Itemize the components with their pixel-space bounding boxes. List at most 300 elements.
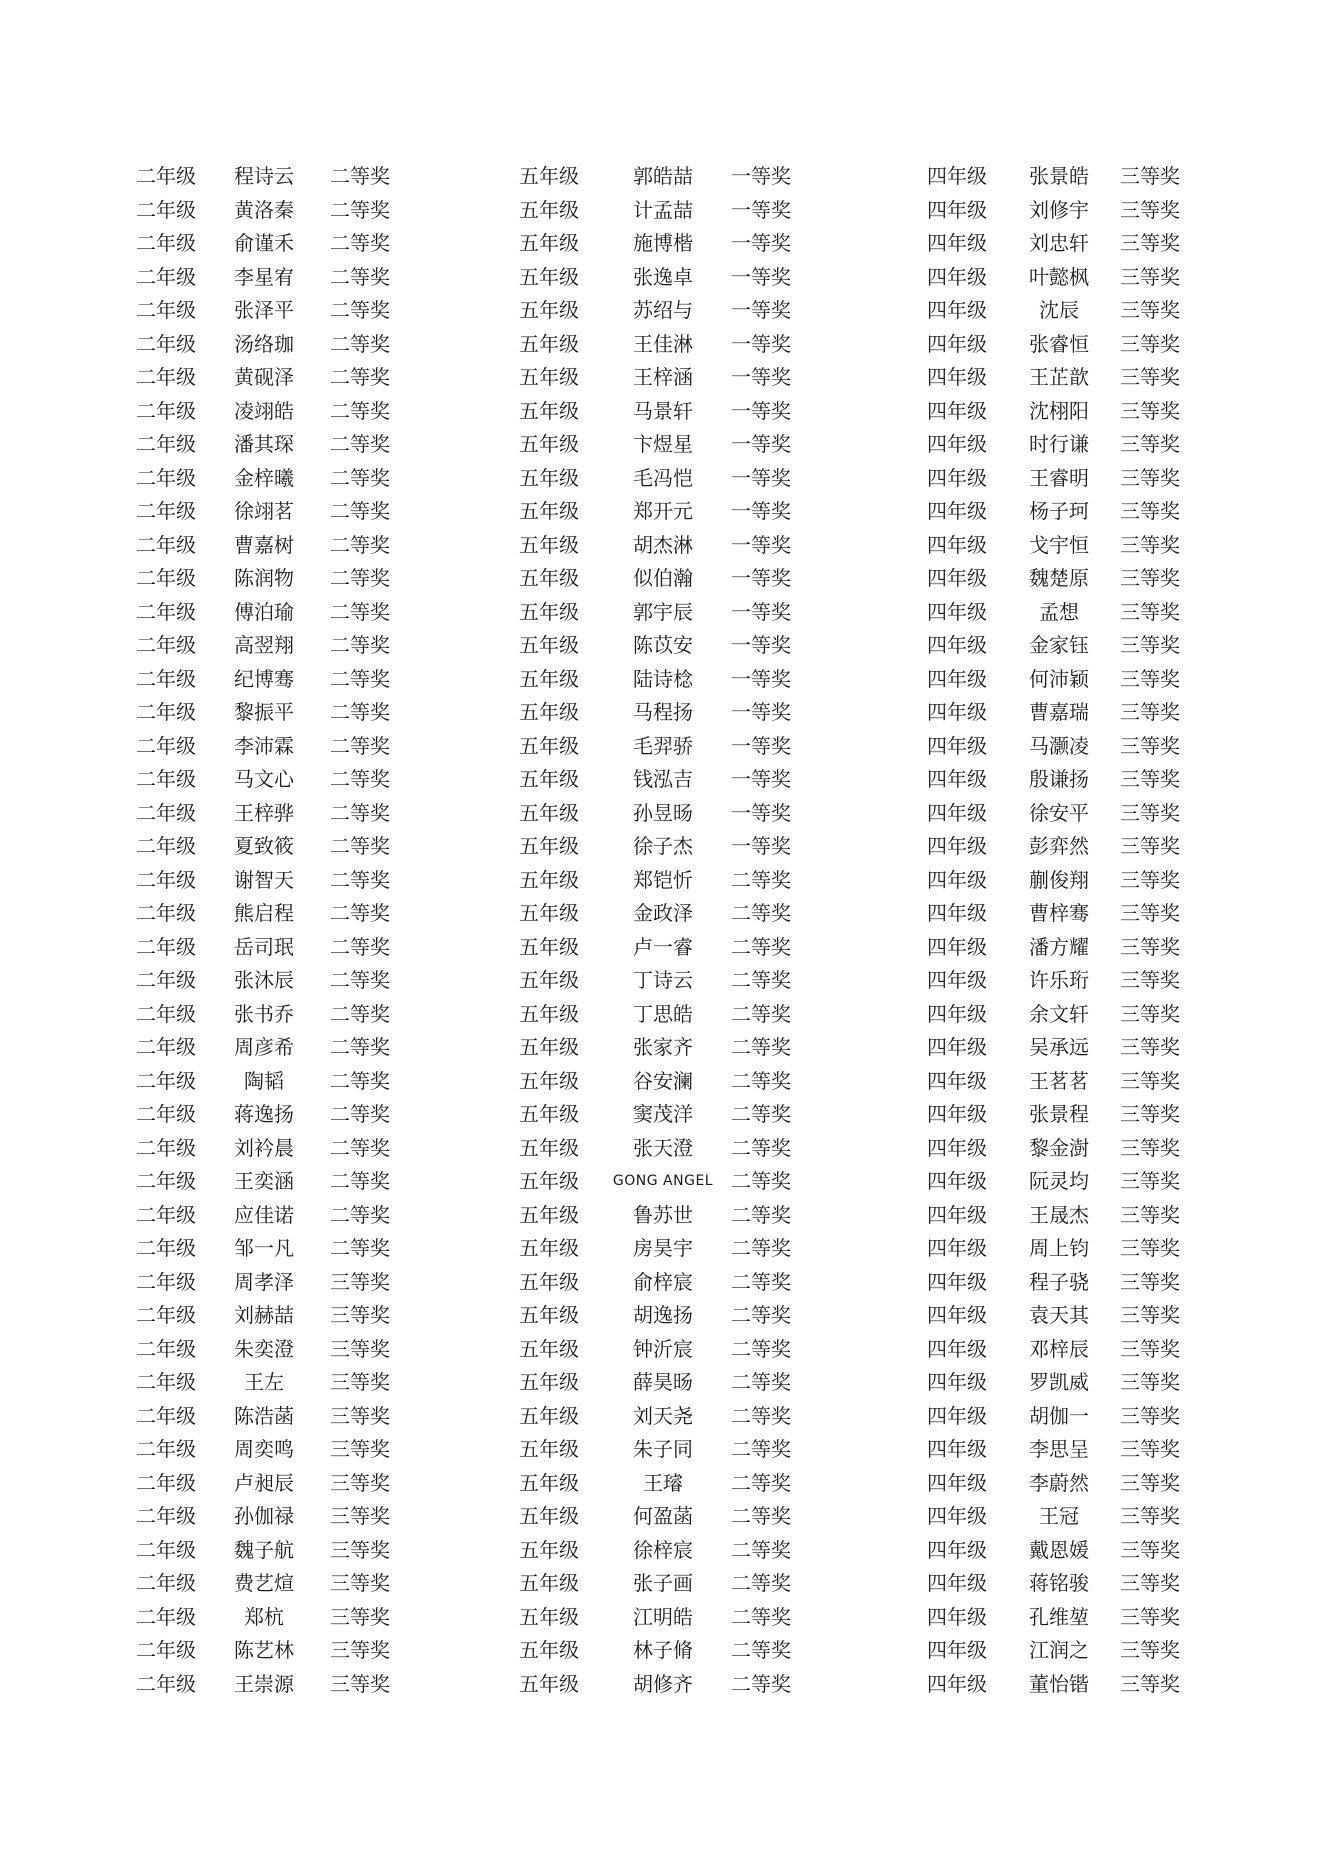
grade-label: 五年级 <box>519 1437 579 1461</box>
grade-label: 五年级 <box>519 432 579 456</box>
grade-label: 四年级 <box>927 164 987 188</box>
award-level: 三等奖 <box>1120 1035 1180 1059</box>
student-name: 陈苡安 <box>633 633 693 657</box>
award-level: 三等奖 <box>1120 465 1180 490</box>
award-level: 二等奖 <box>330 465 390 490</box>
award-level: 二等奖 <box>330 566 390 590</box>
student-name: 张天澄 <box>633 1135 693 1160</box>
student-name: 金梓曦 <box>234 465 294 490</box>
award-level: 三等奖 <box>1120 298 1180 322</box>
award-level: 三等奖 <box>1120 1504 1180 1528</box>
student-name: 郑开元 <box>633 499 693 523</box>
award-level: 一等奖 <box>731 633 791 657</box>
award-level: 二等奖 <box>330 1169 390 1193</box>
grade-label: 二年级 <box>136 231 196 255</box>
grade-label: 二年级 <box>136 968 196 992</box>
student-name: 房昊宇 <box>633 1236 693 1260</box>
student-name: 张泽平 <box>234 298 294 322</box>
award-level: 二等奖 <box>731 1537 791 1562</box>
student-name: 潘方耀 <box>1029 934 1089 959</box>
student-name: 徐翊茗 <box>234 499 294 523</box>
grade-label: 四年级 <box>927 264 987 289</box>
award-level: 二等奖 <box>731 1604 791 1629</box>
grade-label: 五年级 <box>519 934 579 959</box>
award-level: 三等奖 <box>1120 164 1180 188</box>
award-level: 二等奖 <box>731 1001 791 1026</box>
award-level: 二等奖 <box>731 867 791 892</box>
student-name: 俞梓宸 <box>633 1269 693 1294</box>
student-name: 时行谦 <box>1029 432 1089 456</box>
grade-label: 五年级 <box>519 1035 579 1059</box>
grade-label: 四年级 <box>927 1370 987 1394</box>
grade-label: 四年级 <box>927 1169 987 1193</box>
grade-label: 四年级 <box>927 1269 987 1294</box>
award-level: 三等奖 <box>330 1504 390 1528</box>
grade-label: 二年级 <box>136 566 196 590</box>
award-level: 二等奖 <box>330 331 390 356</box>
award-level: 二等奖 <box>731 1370 791 1394</box>
student-name: 魏楚原 <box>1029 566 1089 590</box>
student-name: 蒋铭骏 <box>1029 1571 1089 1595</box>
award-level: 三等奖 <box>1120 499 1180 523</box>
grade-label: 二年级 <box>136 666 196 691</box>
student-name: 郑铠忻 <box>633 867 693 892</box>
student-name: 蒯俊翔 <box>1029 867 1089 892</box>
award-level: 一等奖 <box>731 532 791 557</box>
student-name: 周上钧 <box>1029 1236 1089 1260</box>
student-name: 李星宥 <box>234 264 294 289</box>
award-level: 一等奖 <box>731 767 791 791</box>
student-name: 夏致筱 <box>234 834 294 858</box>
student-name: 王梓骅 <box>234 800 294 825</box>
grade-label: 五年级 <box>519 499 579 523</box>
student-name: 黄砚泽 <box>234 365 294 389</box>
award-level: 三等奖 <box>1120 733 1180 758</box>
award-level: 二等奖 <box>731 1571 791 1595</box>
grade-label: 二年级 <box>136 834 196 858</box>
grade-label: 二年级 <box>136 1437 196 1461</box>
student-name: 董怡锴 <box>1029 1671 1089 1696</box>
grade-label: 四年级 <box>927 867 987 892</box>
award-level: 三等奖 <box>1120 365 1180 389</box>
award-level: 一等奖 <box>731 164 791 188</box>
student-name: 沈辰 <box>1039 298 1079 322</box>
grade-label: 五年级 <box>519 398 579 423</box>
grade-label: 四年级 <box>927 365 987 389</box>
student-name: 王梓涵 <box>633 365 693 389</box>
award-level: 三等奖 <box>1120 968 1180 992</box>
grade-label: 五年级 <box>519 1269 579 1294</box>
award-level: 二等奖 <box>731 1403 791 1428</box>
award-level: 二等奖 <box>731 1671 791 1696</box>
grade-label: 五年级 <box>519 298 579 322</box>
student-name: 汤络珈 <box>234 331 294 356</box>
award-level: 三等奖 <box>1120 633 1180 657</box>
award-level: 三等奖 <box>1120 331 1180 356</box>
grade-label: 五年级 <box>519 1638 579 1662</box>
student-name: 黎振平 <box>234 700 294 724</box>
student-name: 陈浩菡 <box>234 1403 294 1428</box>
grade-label: 二年级 <box>136 1068 196 1093</box>
grade-label: 四年级 <box>927 432 987 456</box>
grade-label: 二年级 <box>136 633 196 657</box>
student-name: 胡伽一 <box>1029 1403 1089 1428</box>
student-name: 毛冯恺 <box>633 465 693 490</box>
grade-label: 五年级 <box>519 365 579 389</box>
grade-label: 二年级 <box>136 1001 196 1026</box>
student-name: 潘其琛 <box>234 432 294 456</box>
grade-label: 五年级 <box>519 767 579 791</box>
student-name: 阮灵均 <box>1029 1169 1089 1193</box>
award-level: 一等奖 <box>731 566 791 590</box>
student-name: 应佳诺 <box>234 1202 294 1227</box>
award-level: 一等奖 <box>731 197 791 222</box>
award-level: 三等奖 <box>1120 1571 1180 1595</box>
student-name: 鲁苏世 <box>633 1202 693 1227</box>
award-level: 二等奖 <box>330 767 390 791</box>
award-level: 二等奖 <box>330 901 390 925</box>
grade-label: 五年级 <box>519 331 579 356</box>
grade-label: 五年级 <box>519 1102 579 1126</box>
student-name: 李思呈 <box>1029 1437 1089 1461</box>
student-name: 周彦希 <box>234 1035 294 1059</box>
student-name: 刘修宇 <box>1029 197 1089 222</box>
grade-label: 二年级 <box>136 197 196 222</box>
grade-label: 五年级 <box>519 532 579 557</box>
student-name: GONG ANGEL <box>612 1173 714 1189</box>
grade-label: 二年级 <box>136 1102 196 1126</box>
student-name: 曹嘉瑞 <box>1029 700 1089 724</box>
award-level: 二等奖 <box>731 1638 791 1662</box>
student-name: 戈宇恒 <box>1029 532 1089 557</box>
grade-label: 二年级 <box>136 934 196 959</box>
student-name: 罗凯威 <box>1029 1370 1089 1394</box>
award-level: 三等奖 <box>1120 901 1180 925</box>
student-name: 卢昶辰 <box>234 1470 294 1495</box>
award-level: 二等奖 <box>731 1169 791 1193</box>
grade-label: 二年级 <box>136 700 196 724</box>
award-level: 三等奖 <box>1120 700 1180 724</box>
grade-label: 四年级 <box>927 599 987 624</box>
grade-label: 二年级 <box>136 1604 196 1629</box>
award-level: 二等奖 <box>731 1504 791 1528</box>
student-name: 程诗云 <box>234 164 294 188</box>
award-level: 一等奖 <box>731 298 791 322</box>
grade-label: 四年级 <box>927 398 987 423</box>
student-name: 杨子珂 <box>1029 499 1089 523</box>
grade-label: 二年级 <box>136 1169 196 1193</box>
student-name: 余文轩 <box>1029 1001 1089 1026</box>
award-level: 三等奖 <box>1120 197 1180 222</box>
grade-label: 二年级 <box>136 1504 196 1528</box>
student-name: 钱泓吉 <box>633 767 693 791</box>
grade-label: 四年级 <box>927 499 987 523</box>
award-level: 三等奖 <box>330 1370 390 1394</box>
student-name: 许乐珩 <box>1029 968 1089 992</box>
student-name: 毛羿骄 <box>633 733 693 758</box>
student-name: 张子画 <box>633 1571 693 1595</box>
student-name: 陆诗棯 <box>633 666 693 691</box>
grade-label: 二年级 <box>136 1537 196 1562</box>
student-name: 窦茂洋 <box>633 1102 693 1126</box>
student-name: 张家齐 <box>633 1035 693 1059</box>
grade-label: 二年级 <box>136 1236 196 1260</box>
student-name: 郭皓喆 <box>633 164 693 188</box>
award-level: 三等奖 <box>330 1403 390 1428</box>
grade-label: 四年级 <box>927 1437 987 1461</box>
student-name: 王芷歆 <box>1029 365 1089 389</box>
grade-label: 二年级 <box>136 331 196 356</box>
student-name: 黄洛秦 <box>234 197 294 222</box>
student-name: 熊启程 <box>234 901 294 925</box>
award-level: 三等奖 <box>1120 1303 1180 1327</box>
grade-label: 二年级 <box>136 1336 196 1361</box>
award-level: 二等奖 <box>330 197 390 222</box>
student-name: 袁天其 <box>1029 1303 1089 1327</box>
grade-label: 二年级 <box>136 1303 196 1327</box>
grade-label: 五年级 <box>519 197 579 222</box>
student-name: 蒋逸扬 <box>234 1102 294 1126</box>
student-name: 凌翊皓 <box>234 398 294 423</box>
student-name: 马景轩 <box>633 398 693 423</box>
award-level: 二等奖 <box>330 365 390 389</box>
award-level: 二等奖 <box>731 1068 791 1093</box>
grade-label: 四年级 <box>927 532 987 557</box>
student-name: 施博楷 <box>633 231 693 255</box>
grade-label: 二年级 <box>136 1370 196 1394</box>
student-name: 俞谨禾 <box>234 231 294 255</box>
student-name: 王茗茗 <box>1029 1068 1089 1093</box>
student-name: 程子骁 <box>1029 1269 1089 1294</box>
student-name: 郑杭 <box>244 1604 284 1629</box>
award-level: 二等奖 <box>731 968 791 992</box>
award-level: 一等奖 <box>731 666 791 691</box>
student-name: 金政泽 <box>633 901 693 925</box>
award-level: 三等奖 <box>1120 264 1180 289</box>
award-level: 二等奖 <box>731 1102 791 1126</box>
student-name: 戴恩媛 <box>1029 1537 1089 1562</box>
grade-label: 二年级 <box>136 1571 196 1595</box>
grade-label: 五年级 <box>519 1671 579 1696</box>
award-level: 三等奖 <box>1120 1336 1180 1361</box>
award-level: 二等奖 <box>330 1035 390 1059</box>
award-level: 三等奖 <box>1120 1236 1180 1260</box>
award-level: 二等奖 <box>330 800 390 825</box>
student-name: 傅泊瑜 <box>234 599 294 624</box>
grade-label: 二年级 <box>136 733 196 758</box>
award-level: 二等奖 <box>330 666 390 691</box>
student-name: 李沛霖 <box>234 733 294 758</box>
student-name: 朱子同 <box>633 1437 693 1461</box>
award-level: 二等奖 <box>731 1470 791 1495</box>
award-level: 二等奖 <box>731 1035 791 1059</box>
award-level: 二等奖 <box>330 298 390 322</box>
grade-label: 四年级 <box>927 298 987 322</box>
grade-label: 五年级 <box>519 465 579 490</box>
award-level: 三等奖 <box>330 1336 390 1361</box>
student-name: 丁思皓 <box>633 1001 693 1026</box>
award-level: 三等奖 <box>1120 432 1180 456</box>
award-level: 三等奖 <box>330 1437 390 1461</box>
grade-label: 二年级 <box>136 1403 196 1428</box>
award-level: 二等奖 <box>330 1068 390 1093</box>
grade-label: 二年级 <box>136 264 196 289</box>
award-level: 二等奖 <box>330 1202 390 1227</box>
student-name: 邹一凡 <box>234 1236 294 1260</box>
grade-label: 五年级 <box>519 1169 579 1193</box>
award-level: 二等奖 <box>330 532 390 557</box>
award-level: 三等奖 <box>1120 1638 1180 1662</box>
student-name: 曹梓骞 <box>1029 901 1089 925</box>
student-name: 丁诗云 <box>633 968 693 992</box>
grade-label: 四年级 <box>927 1102 987 1126</box>
grade-label: 五年级 <box>519 633 579 657</box>
award-level: 三等奖 <box>1120 934 1180 959</box>
award-level: 三等奖 <box>330 1269 390 1294</box>
grade-label: 二年级 <box>136 164 196 188</box>
award-level: 三等奖 <box>1120 1604 1180 1629</box>
student-name: 邓梓辰 <box>1029 1336 1089 1361</box>
award-level: 三等奖 <box>1120 800 1180 825</box>
student-name: 张景程 <box>1029 1102 1089 1126</box>
student-name: 徐梓宸 <box>633 1537 693 1562</box>
grade-label: 五年级 <box>519 800 579 825</box>
award-level: 二等奖 <box>330 968 390 992</box>
award-level: 一等奖 <box>731 264 791 289</box>
student-name: 曹嘉树 <box>234 532 294 557</box>
grade-label: 四年级 <box>927 666 987 691</box>
award-level: 二等奖 <box>330 231 390 255</box>
award-level: 二等奖 <box>330 1001 390 1026</box>
student-name: 周奕鸣 <box>234 1437 294 1461</box>
award-level: 一等奖 <box>731 499 791 523</box>
grade-label: 五年级 <box>519 1202 579 1227</box>
award-level: 三等奖 <box>1120 1537 1180 1562</box>
award-level: 三等奖 <box>330 1671 390 1696</box>
award-level: 三等奖 <box>1120 1135 1180 1160</box>
grade-label: 五年级 <box>519 1537 579 1562</box>
student-name: 谷安澜 <box>633 1068 693 1093</box>
award-level: 一等奖 <box>731 398 791 423</box>
student-name: 王晟杰 <box>1029 1202 1089 1227</box>
grade-label: 五年级 <box>519 1303 579 1327</box>
grade-label: 二年级 <box>136 298 196 322</box>
award-level: 三等奖 <box>330 1470 390 1495</box>
award-level: 三等奖 <box>1120 398 1180 423</box>
award-level: 三等奖 <box>1120 1001 1180 1026</box>
student-name: 胡修齐 <box>633 1671 693 1696</box>
grade-label: 二年级 <box>136 465 196 490</box>
student-name: 胡逸扬 <box>633 1303 693 1327</box>
grade-label: 二年级 <box>136 1135 196 1160</box>
grade-label: 二年级 <box>136 1202 196 1227</box>
student-name: 马灏凌 <box>1029 733 1089 758</box>
award-level: 三等奖 <box>1120 1169 1180 1193</box>
grade-label: 二年级 <box>136 599 196 624</box>
grade-label: 四年级 <box>927 633 987 657</box>
grade-label: 二年级 <box>136 1269 196 1294</box>
award-level: 二等奖 <box>330 700 390 724</box>
award-level: 二等奖 <box>731 1336 791 1361</box>
award-level: 三等奖 <box>330 1604 390 1629</box>
student-name: 王佳淋 <box>633 331 693 356</box>
grade-label: 四年级 <box>927 1470 987 1495</box>
student-name: 王奕涵 <box>234 1169 294 1193</box>
award-level: 二等奖 <box>731 1303 791 1327</box>
grade-label: 五年级 <box>519 834 579 858</box>
student-name: 钟沂宸 <box>633 1336 693 1361</box>
grade-label: 五年级 <box>519 566 579 590</box>
grade-label: 五年级 <box>519 164 579 188</box>
grade-label: 四年级 <box>927 1571 987 1595</box>
award-level: 一等奖 <box>731 365 791 389</box>
grade-label: 二年级 <box>136 1470 196 1495</box>
student-name: 张睿恒 <box>1029 331 1089 356</box>
grade-label: 四年级 <box>927 1504 987 1528</box>
grade-label: 二年级 <box>136 398 196 423</box>
student-name: 谢智天 <box>234 867 294 892</box>
student-name: 卞煜星 <box>633 432 693 456</box>
student-name: 陈润物 <box>234 566 294 590</box>
grade-label: 五年级 <box>519 1604 579 1629</box>
grade-label: 四年级 <box>927 767 987 791</box>
student-name: 纪博骞 <box>234 666 294 691</box>
student-name: 马文心 <box>234 767 294 791</box>
grade-label: 五年级 <box>519 666 579 691</box>
student-name: 孙伽禄 <box>234 1504 294 1528</box>
grade-label: 五年级 <box>519 1135 579 1160</box>
student-name: 魏子航 <box>234 1537 294 1562</box>
grade-label: 二年级 <box>136 1638 196 1662</box>
grade-label: 二年级 <box>136 532 196 557</box>
award-level: 三等奖 <box>1120 834 1180 858</box>
grade-label: 四年级 <box>927 1336 987 1361</box>
grade-label: 五年级 <box>519 733 579 758</box>
grade-label: 五年级 <box>519 1403 579 1428</box>
student-name: 张景皓 <box>1029 164 1089 188</box>
award-level: 三等奖 <box>330 1303 390 1327</box>
student-name: 金家钰 <box>1029 633 1089 657</box>
grade-label: 四年级 <box>927 197 987 222</box>
award-level: 二等奖 <box>330 432 390 456</box>
grade-label: 二年级 <box>136 800 196 825</box>
grade-label: 二年级 <box>136 499 196 523</box>
grade-label: 四年级 <box>927 733 987 758</box>
award-level: 二等奖 <box>330 834 390 858</box>
student-name: 吴承远 <box>1029 1035 1089 1059</box>
award-level: 一等奖 <box>731 432 791 456</box>
award-level: 三等奖 <box>1120 1269 1180 1294</box>
award-level: 二等奖 <box>330 1102 390 1126</box>
grade-label: 五年级 <box>519 1370 579 1394</box>
student-name: 黎金澍 <box>1029 1135 1089 1160</box>
award-level: 一等奖 <box>731 331 791 356</box>
award-level: 三等奖 <box>1120 1671 1180 1696</box>
grade-label: 四年级 <box>927 934 987 959</box>
grade-label: 四年级 <box>927 1001 987 1026</box>
award-level: 一等奖 <box>731 700 791 724</box>
student-name: 王左 <box>244 1370 284 1394</box>
student-name: 张逸卓 <box>633 264 693 289</box>
student-name: 刘衿晨 <box>234 1135 294 1160</box>
student-name: 徐安平 <box>1029 800 1089 825</box>
award-level: 二等奖 <box>731 1269 791 1294</box>
student-name: 胡杰淋 <box>633 532 693 557</box>
grade-label: 二年级 <box>136 867 196 892</box>
grade-label: 四年级 <box>927 968 987 992</box>
student-name: 彭弈然 <box>1029 834 1089 858</box>
award-level: 二等奖 <box>330 733 390 758</box>
